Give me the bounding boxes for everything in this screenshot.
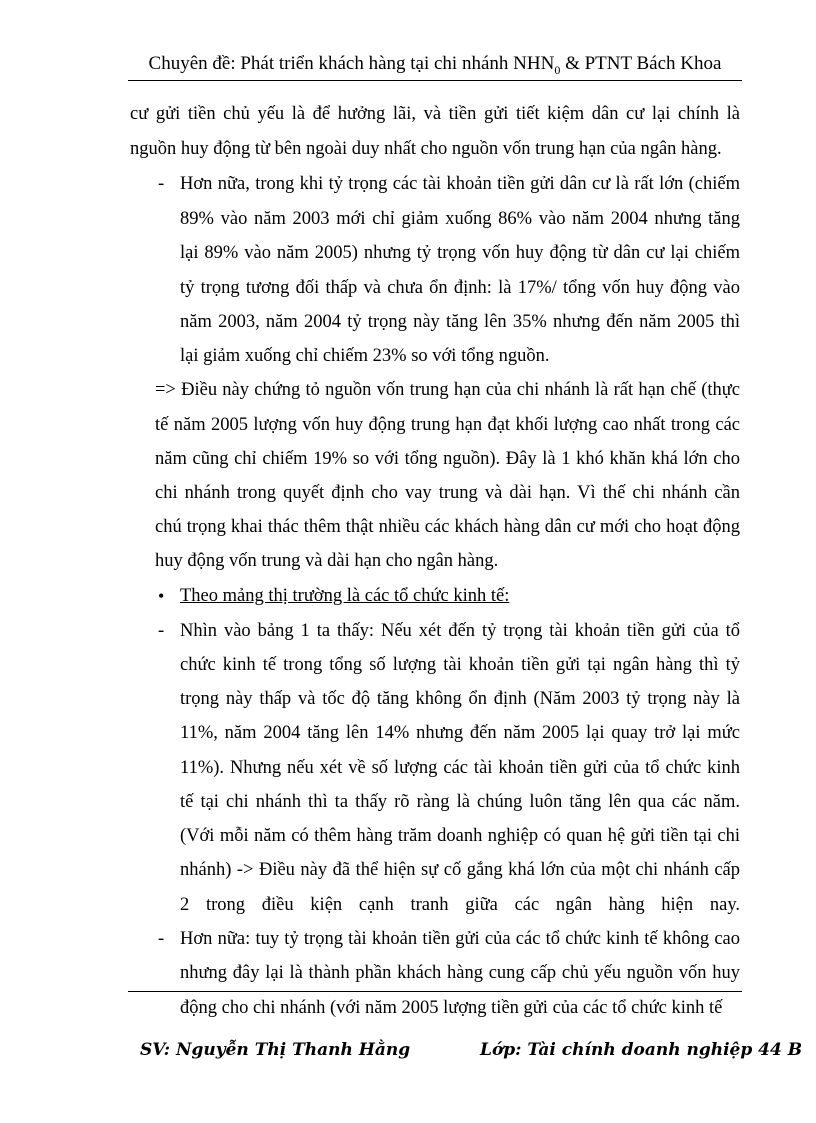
- text-line: tỷ trọng tương đối thấp và chưa ổn định: là 17%/ tổng vốn huy động vào: [180, 278, 740, 298]
- header-title: Chuyên đề: Phát triển khách hàng tại chi nhánh NHN: [148, 53, 555, 74]
- text-line: nguồn huy động từ bên ngoài duy nhất cho nguồn vốn trung hạn của ngân hàng.: [130, 139, 722, 159]
- text-line: trọng này thấp và tốc độ tăng không ổn định (Năm 2003 tỷ trọng này là: [180, 689, 740, 709]
- text-line: chức kinh tế trong tổng số lượng tài khoản tiền gửi tại ngân hàng thì tỷ: [180, 655, 740, 675]
- text-line: => Điều này chứng tỏ nguồn vốn trung hạn của chi nhánh là rất hạn chế (thực: [155, 380, 740, 400]
- text-line: nhưng đây lại là thành phần khách hàng cung cấp chủ yếu nguồn vốn huy: [180, 963, 740, 983]
- dash-marker: -: [158, 929, 165, 949]
- text-line: nhánh) -> Điều này đã thể hiện sự cố gắng khá lớn của một chi nhánh cấp: [180, 860, 740, 880]
- text-line: lại giảm xuống chỉ chiếm 23% so với tổng nguồn.: [180, 346, 550, 366]
- footer-rule: [128, 991, 742, 992]
- text-line: lại 89% vào năm 2005) nhưng tỷ trọng vốn huy động từ dân cư lại chiếm: [180, 243, 740, 263]
- text-line: Nhìn vào bảng 1 ta thấy: Nếu xét đến tỷ trọng tài khoản tiền gửi của tổ: [180, 621, 740, 641]
- footer-class-name: Lớp: Tài chính doanh nghiệp 44 B: [480, 1040, 803, 1060]
- text-line: tế tại chi nhánh thì ta thấy rõ ràng là chúng luôn tăng lên qua các năm.: [180, 792, 740, 812]
- text-line: năm 2003, năm 2004 tỷ trọng này tăng lên 35% nhưng đến năm 2005 thì: [180, 312, 740, 332]
- text-line: 89% vào năm 2003 mới chỉ giảm xuống 86% vào năm 2004 nhưng tăng: [180, 209, 740, 229]
- text-line: Hơn nữa, trong khi tỷ trọng các tài khoản tiền gửi dân cư là rất lớn (chiếm: [180, 174, 740, 194]
- footer-student-name: SV: Nguyễn Thị Thanh Hằng: [140, 1040, 411, 1060]
- text-line: huy động vốn trung và dài hạn cho ngân hàng.: [155, 551, 499, 571]
- page-header: [130, 52, 740, 82]
- section-heading: Theo mảng thị trường là các tổ chức kinh tế:: [180, 586, 510, 606]
- dash-marker: -: [158, 621, 165, 641]
- text-line: chi nhánh trong quyết định cho vay trung và dài hạn. Vì thế chi nhánh cần: [155, 483, 740, 503]
- bullet-icon: •: [158, 586, 165, 606]
- text-line: 2 trong điều kiện cạnh tranh giữa các ngân hàng hiện nay.: [180, 895, 740, 915]
- text-line: cư gửi tiền chủ yếu là để hưởng lãi, và tiền gửi tiết kiệm dân cư lại chính là: [130, 104, 740, 124]
- text-line: động cho chi nhánh (với năm 2005 lượng tiền gửi của các tổ chức kinh tế: [180, 998, 723, 1018]
- text-line: tế năm 2005 lượng vốn huy động trung hạn đạt khối lượng cao nhất trong các: [155, 415, 740, 435]
- text-line: năm cũng chỉ chiếm 19% so với tổng nguồn). Đây là 1 khó khăn khá lớn cho: [155, 449, 740, 469]
- text-line: Hơn nữa: tuy tỷ trọng tài khoản tiền gửi của các tổ chức kinh tế không cao: [180, 929, 740, 949]
- header-rule: [128, 80, 742, 81]
- text-line: 11%, năm 2004 tăng lên 14% nhưng đến năm 2005 lại quay trở lại mức: [180, 723, 740, 743]
- text-line: 11%). Nhưng nếu xét về số lượng các tài khoản tiền gửi của tổ chức kinh: [180, 758, 740, 778]
- dash-marker: -: [158, 174, 165, 194]
- header-title-suffix: & PTNT Bách Khoa: [560, 53, 722, 74]
- text-line: chú trọng khai thác thêm thật nhiều các khách hàng dân cư mới cho hoạt động: [155, 517, 740, 537]
- header-subscript: 0: [554, 62, 561, 77]
- text-line: (Với mỗi năm có thêm hàng trăm doanh nghiệp có quan hệ gửi tiền tại chi: [180, 826, 740, 846]
